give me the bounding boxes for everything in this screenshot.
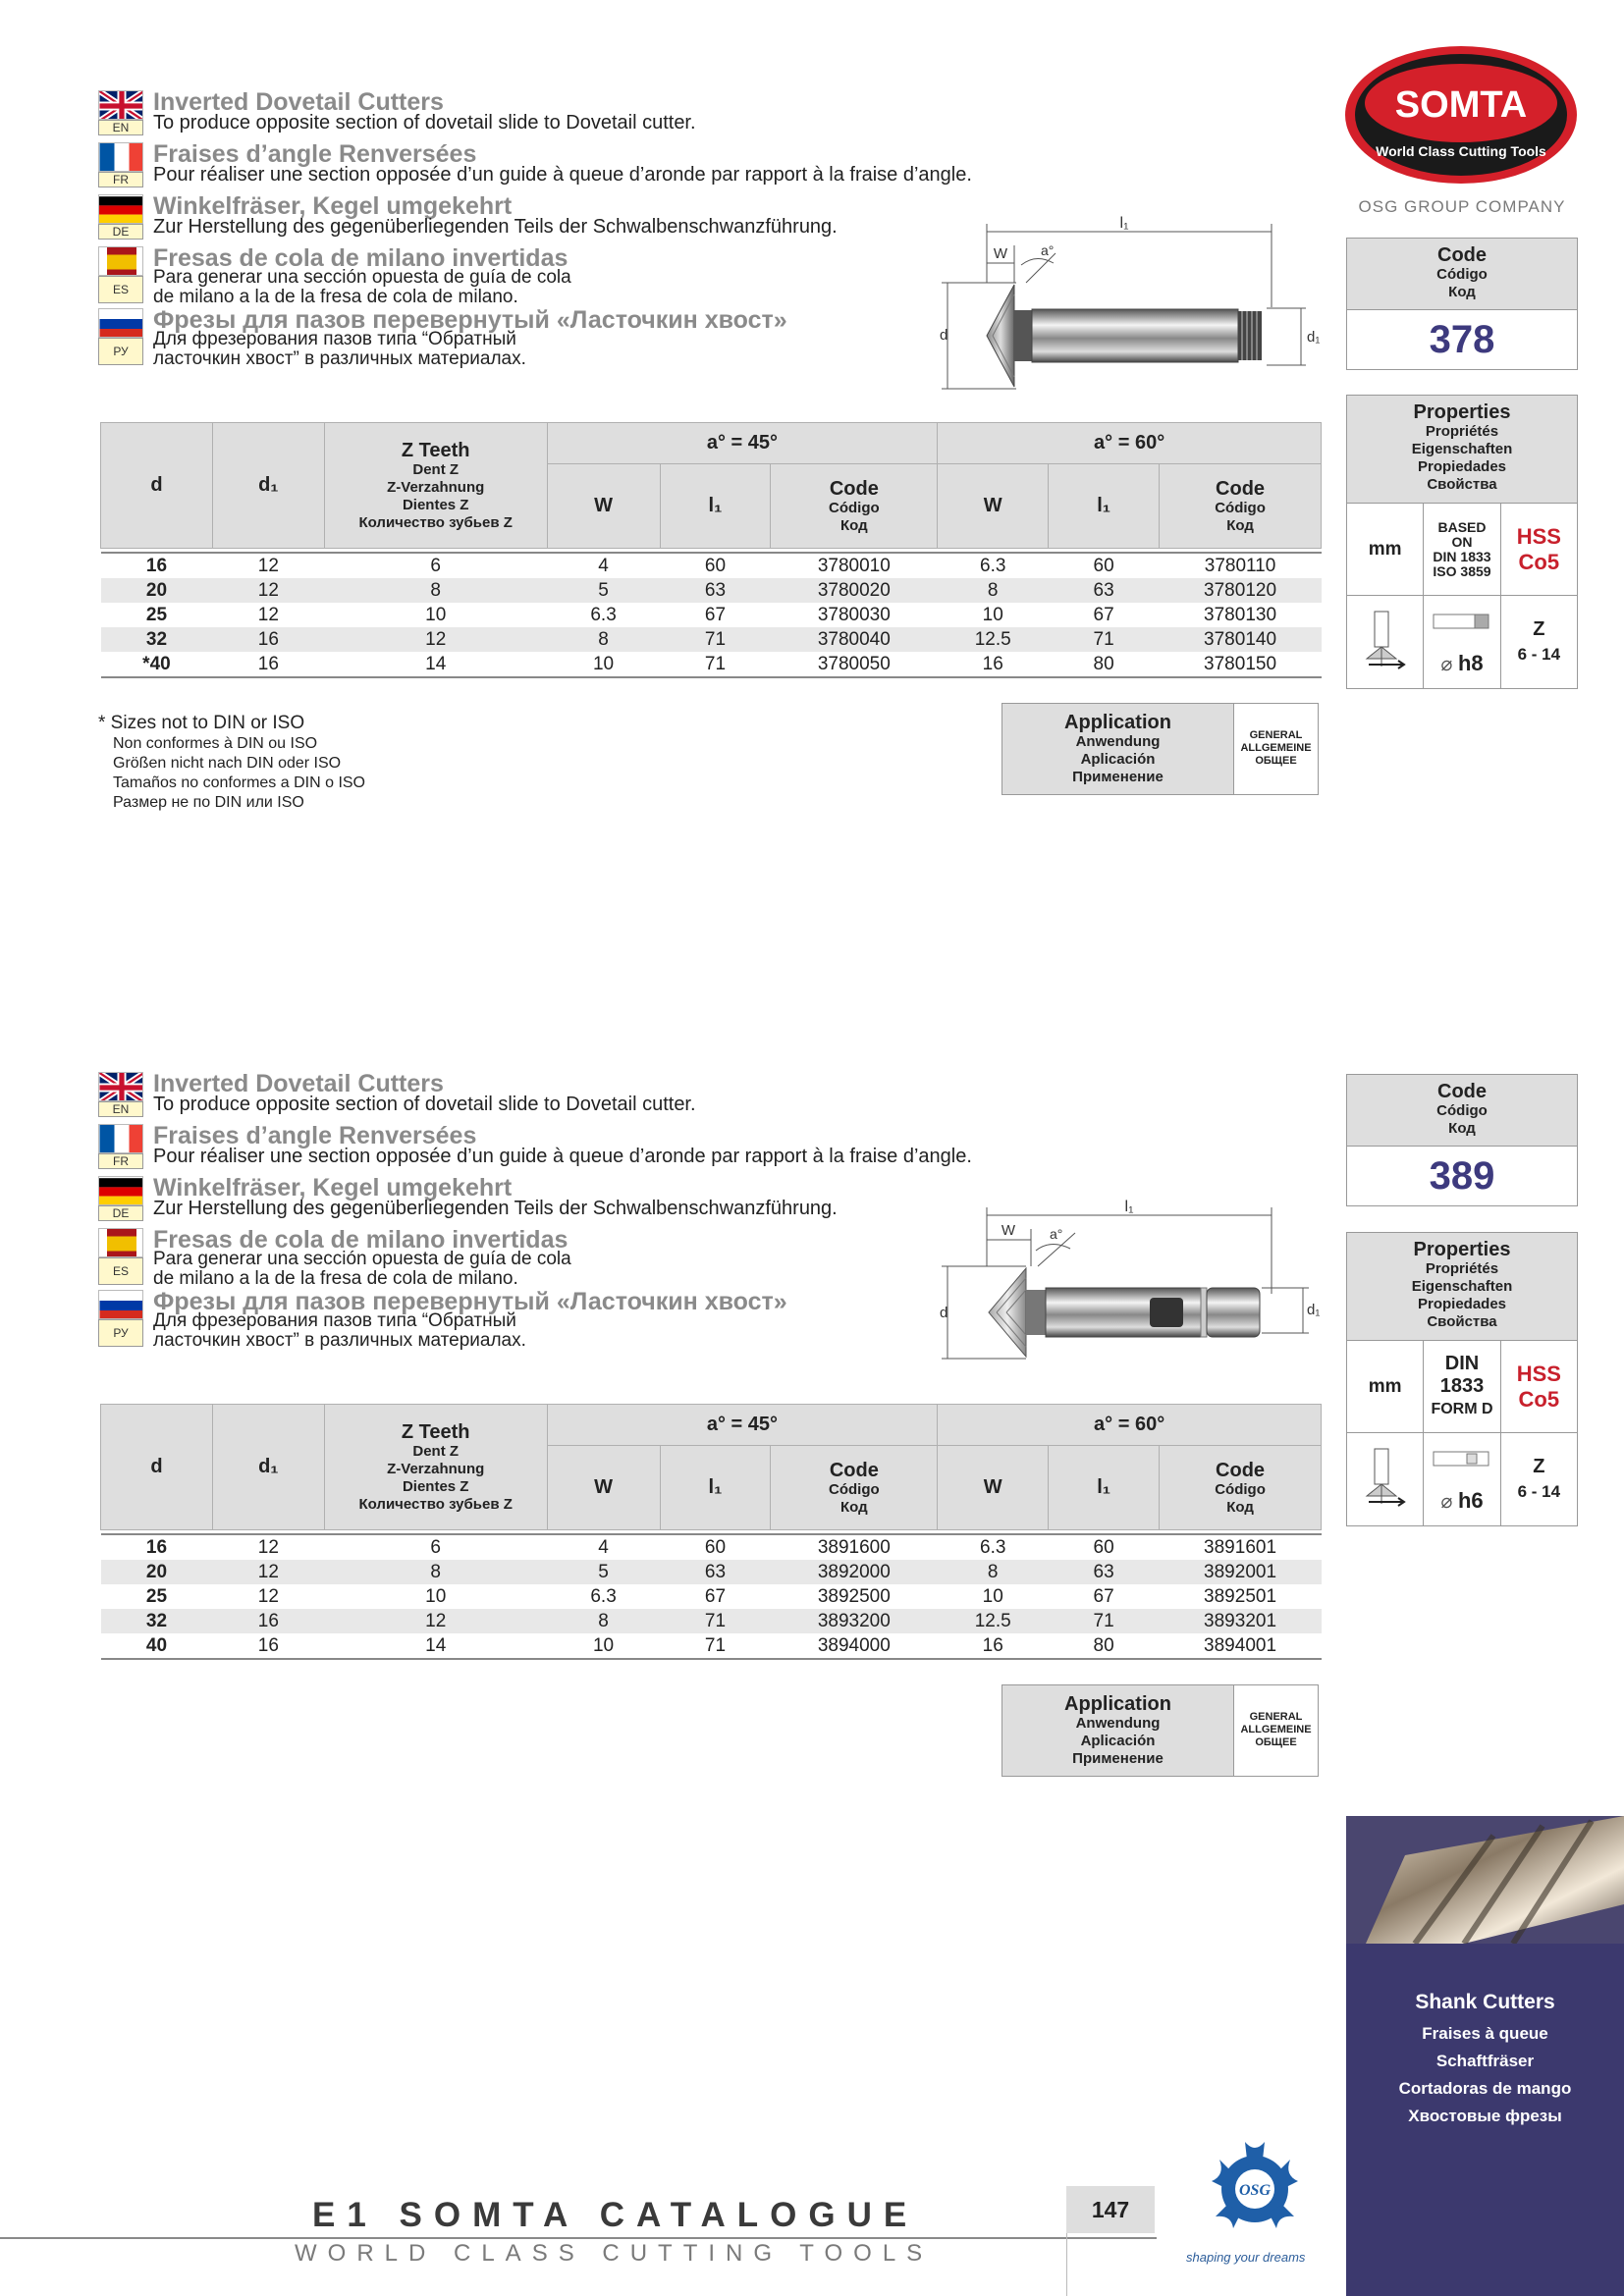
material: HSS Co5 xyxy=(1516,523,1561,574)
table-cell: 6.3 xyxy=(938,1534,1049,1560)
cutter-table-2: d d₁ Z Teeth Dent Z Z-Verzahnung Dientes Z Количество зубьев Z a° = 45° a° = 60° W l₁ Code Código Код W l₁ Code Código Код 16 12 6 4 60 3891600 6.3 60 3891601 20 12 8 5 63 3892000 8 63 3892001 25 12 10 6.3 67 3892500 10 67 3892501 32 16 12 8 71 3893200 12.5 71 3893201 40 16 14 10 71 3894000 16 80 3894001 xyxy=(100,1404,1322,1660)
table-cell: 71 xyxy=(660,652,771,677)
table-cell: 3780030 xyxy=(817,604,891,625)
col-l1-45: l₁ xyxy=(660,464,771,549)
table-cell: 16 xyxy=(101,1534,213,1560)
table-cell: 16 xyxy=(938,1633,1049,1659)
table-cell: 10 xyxy=(982,604,1003,625)
lang-code: РУ xyxy=(98,1319,143,1347)
lang-row-4 xyxy=(98,306,982,368)
table-cell: 12 xyxy=(212,1560,324,1584)
lang-desc: Zur Herstellung des gegenüberliegenden Teils der Schwalbenschwanzführung. xyxy=(153,1198,838,1219)
cutter-type-icon xyxy=(1347,596,1424,688)
uk-flag-icon xyxy=(98,90,143,120)
lang-row-4 xyxy=(98,1288,982,1350)
table-cell: 3780120 xyxy=(1160,578,1322,603)
table-cell: 5 xyxy=(547,578,660,603)
osg-logo xyxy=(1194,2140,1322,2248)
table-cell: 67 xyxy=(1093,1585,1114,1607)
table-cell: 12.5 xyxy=(938,1609,1049,1633)
table-cell: 25 xyxy=(145,604,168,625)
col-code-60: Code Código Код xyxy=(1160,464,1322,549)
lang-title: Фрезы для пазов перевернутый «Ласточкин хвост» xyxy=(153,306,787,334)
col-group-a60: a° = 60° xyxy=(938,423,1322,464)
table-cell: 40 xyxy=(101,1633,213,1659)
table-cell: 3780110 xyxy=(1160,553,1322,578)
code-number: 389 xyxy=(1429,1154,1495,1198)
lang-title: Fresas de cola de milano invertidas xyxy=(153,1226,568,1254)
table-cell: 3780040 xyxy=(771,627,938,652)
lang-desc: Pour réaliser une section opposée d’un guide à queue d’aronde par rapport à la fraise d’angle. xyxy=(153,164,972,186)
osg-mark: OSG xyxy=(1238,2182,1272,2199)
germany-flag-icon xyxy=(98,194,143,224)
uk-flag-icon xyxy=(98,1072,143,1101)
lang-code: FR xyxy=(98,1153,143,1169)
table-cell: 80 xyxy=(1049,652,1160,677)
osg-group-label: OSG GROUP COMPANY xyxy=(1358,197,1566,216)
table-cell: 8 xyxy=(324,1560,547,1584)
table-cell: 60 xyxy=(660,553,771,578)
cutter-type-icon xyxy=(1347,1433,1424,1525)
lang-desc: Pour réaliser une section opposée d’un guide à queue d’aronde par rapport à la fraise d’angle. xyxy=(153,1146,972,1167)
table-cell: 71 xyxy=(660,1609,771,1633)
table-cell: 20 xyxy=(101,578,213,603)
table-cell: 10 xyxy=(982,1585,1003,1607)
lang-desc: Zur Herstellung des gegenüberliegenden Teils der Schwalbenschwanzführung. xyxy=(153,216,838,238)
lang-title: Fraises d’angle Renversées xyxy=(153,1122,477,1149)
shank-tolerance: ⌀ h8 xyxy=(1424,596,1500,688)
lang-row-3 xyxy=(98,244,982,306)
table-cell: 63 xyxy=(660,1560,771,1584)
lang-code: ES xyxy=(98,276,143,303)
table-cell: 12 xyxy=(324,1609,547,1633)
table-cell: 12 xyxy=(212,553,324,578)
somta-logo xyxy=(1343,44,1579,191)
table-cell: 16 xyxy=(938,652,1049,677)
lang-title: Winkelfräser, Kegel umgekehrt xyxy=(153,192,513,220)
table-cell: 16 xyxy=(212,627,324,652)
table-cell: 3891600 xyxy=(771,1534,938,1560)
table-cell: 3892000 xyxy=(771,1560,938,1584)
lang-row-2 xyxy=(98,1174,982,1226)
svg-text:d₁: d₁ xyxy=(1307,1302,1321,1318)
cutter-drawing-2 xyxy=(928,1196,1321,1362)
table-cell: 8 xyxy=(324,578,547,603)
code-box-2: Code Código Код 389 xyxy=(1346,1074,1578,1206)
lang-desc: de milano a la de la fresa de cola de milano. xyxy=(153,1268,518,1289)
table-cell: 14 xyxy=(324,1633,547,1659)
lang-title: Fresas de cola de milano invertidas xyxy=(153,244,568,272)
col-z-teeth: Z Teeth Dent Z Z-Verzahnung Dientes Z Количество зубьев Z xyxy=(324,423,547,549)
table-cell: 71 xyxy=(660,1633,771,1659)
lang-code: РУ xyxy=(98,338,143,365)
language-headers-1 xyxy=(98,88,982,368)
france-flag-icon xyxy=(98,142,143,172)
table-cell: 5 xyxy=(547,1560,660,1584)
table-cell: 6 xyxy=(324,1534,547,1560)
svg-text:a°: a° xyxy=(1050,1226,1063,1242)
table-cell: 71 xyxy=(660,627,771,652)
col-d1: d₁ xyxy=(212,423,324,549)
table-cell: 10 xyxy=(547,652,660,677)
lang-code: FR xyxy=(98,172,143,187)
shank-cutter-image xyxy=(1346,1816,1624,1944)
lang-title: Inverted Dovetail Cutters xyxy=(153,1070,444,1097)
table-cell: 16 xyxy=(212,1609,324,1633)
standard: DIN 1833 FORM D xyxy=(1431,1353,1493,1417)
table-cell: 8 xyxy=(547,1609,660,1633)
shank-tolerance: ⌀ h6 xyxy=(1424,1433,1500,1525)
lang-code: DE xyxy=(98,224,143,240)
lang-desc: To produce opposite section of dovetail slide to Dovetail cutter. xyxy=(153,1094,696,1115)
catalogue-title: E1 SOMTA CATALOGUE xyxy=(312,2196,919,2234)
lang-row-0 xyxy=(98,1070,982,1122)
table-row xyxy=(101,1609,1322,1633)
lang-desc: Para generar una sección opuesta de guía de cola xyxy=(153,1249,571,1269)
table-cell: 8 xyxy=(938,1560,1049,1584)
table-cell: 16 xyxy=(101,553,213,578)
table-row xyxy=(101,1584,1322,1609)
cutter-table-1 xyxy=(100,422,1322,678)
table-cell: 10 xyxy=(425,604,447,625)
table-cell: 12 xyxy=(257,1585,279,1607)
a-label: a° xyxy=(1041,242,1055,258)
d1-label: d₁ xyxy=(1307,329,1321,346)
table-cell: 3780140 xyxy=(1160,627,1322,652)
table-cell: 3780050 xyxy=(771,652,938,677)
table-row xyxy=(101,1560,1322,1584)
properties-box-1: Properties Propriétés Eigenschaften Propiedades Свойства mm BASED ON DIN 1833 ISO 3859 HSS Co5 ⌀ h8 Z 6 - 14 xyxy=(1346,395,1578,689)
application-box-1: Application Anwendung Aplicación Применение GENERAL ALLGEMEINE ОБЩЕЕ xyxy=(1001,703,1319,795)
col-w-60: W xyxy=(938,464,1049,549)
table-cell: 3780010 xyxy=(771,553,938,578)
footnote: * Sizes not to DIN or ISO Non conformes à DIN ou ISO Größen nicht nach DIN oder ISO Tamaños no conformes a DIN o ISO Размер не по DIN или ISO xyxy=(98,713,365,811)
table-cell: 71 xyxy=(1049,627,1160,652)
standard: BASED ON DIN 1833 ISO 3859 xyxy=(1433,518,1491,579)
page-divider xyxy=(1066,2233,1067,2296)
col-group-a45: a° = 45° xyxy=(547,423,938,464)
table-cell: 63 xyxy=(1049,1560,1160,1584)
table-row xyxy=(101,603,1322,627)
table-cell: 3893200 xyxy=(771,1609,938,1633)
table-row xyxy=(101,553,1322,578)
lang-title: Winkelfräser, Kegel umgekehrt xyxy=(153,1174,513,1201)
lang-desc: ласточкин хвост” в различных материалах. xyxy=(153,1330,526,1351)
lang-row-2 xyxy=(98,192,982,244)
table-cell: 6 xyxy=(324,553,547,578)
lang-title: Фрезы для пазов перевернутый «Ласточкин хвост» xyxy=(153,1288,787,1315)
osg-tagline: shaping your dreams xyxy=(1186,2250,1306,2265)
table-cell: 63 xyxy=(1049,578,1160,603)
somta-tagline: World Class Cutting Tools xyxy=(1376,143,1546,159)
cutter-drawing-1 xyxy=(928,214,1321,396)
table-cell: 8 xyxy=(938,578,1049,603)
table-cell: 8 xyxy=(547,627,660,652)
table-row xyxy=(101,1633,1322,1659)
lang-code: EN xyxy=(98,120,143,135)
table-cell: 3780150 xyxy=(1160,652,1322,677)
col-d: d xyxy=(101,423,213,549)
code-number: 378 xyxy=(1429,318,1495,361)
lang-title: Fraises d’angle Renversées xyxy=(153,140,477,168)
table-row xyxy=(101,1534,1322,1560)
code-box-1: Code Código Код 378 xyxy=(1346,238,1578,370)
lang-row-3 xyxy=(98,1226,982,1288)
table-cell: 3892500 xyxy=(817,1585,891,1607)
germany-flag-icon xyxy=(98,1176,143,1205)
table-cell: 12 xyxy=(212,578,324,603)
lang-desc: ласточкин хвост” в различных материалах. xyxy=(153,348,526,369)
page-number: 147 xyxy=(1066,2186,1155,2233)
table-cell: 6.3 xyxy=(590,604,617,625)
svg-text:d: d xyxy=(940,1305,948,1321)
lang-title: Inverted Dovetail Cutters xyxy=(153,88,444,116)
lang-code: EN xyxy=(98,1101,143,1117)
spain-flag-icon xyxy=(98,246,143,276)
table-cell: 12.5 xyxy=(938,627,1049,652)
table-cell: 3780130 xyxy=(1204,604,1277,625)
table-cell: *40 xyxy=(101,652,213,677)
catalogue-subtitle: WORLD CLASS CUTTING TOOLS xyxy=(295,2240,934,2267)
lang-row-0 xyxy=(98,88,982,140)
table-cell: 10 xyxy=(425,1585,447,1607)
table-cell: 32 xyxy=(101,627,213,652)
lang-desc: Для фрезерования пазов типа “Обратный xyxy=(153,1310,516,1331)
table-cell: 3893201 xyxy=(1160,1609,1322,1633)
language-headers-2 xyxy=(98,1070,982,1350)
d-label: d xyxy=(940,327,948,344)
table-cell: 3894000 xyxy=(771,1633,938,1659)
table-cell: 63 xyxy=(660,578,771,603)
lang-desc: Para generar una sección opuesta de guía de cola xyxy=(153,267,571,288)
footer-rule xyxy=(0,2237,1157,2239)
table-cell: 20 xyxy=(101,1560,213,1584)
lang-code: ES xyxy=(98,1257,143,1285)
table-cell: 67 xyxy=(1093,604,1114,625)
application-box-2: Application Anwendung Aplicación Применение GENERAL ALLGEMEINE ОБЩЕЕ xyxy=(1001,1684,1319,1777)
table-cell: 4 xyxy=(547,553,660,578)
table-cell: 16 xyxy=(212,1633,324,1659)
table-cell: 25 xyxy=(145,1585,168,1607)
lang-desc: Для фрезерования пазов типа “Обратный xyxy=(153,329,516,349)
lang-code: DE xyxy=(98,1205,143,1221)
table-cell: 10 xyxy=(547,1633,660,1659)
spain-flag-icon xyxy=(98,1228,143,1257)
russia-flag-icon xyxy=(98,1290,143,1319)
lang-desc: de milano a la de la fresa de cola de milano. xyxy=(153,287,518,307)
lang-row-1 xyxy=(98,140,982,192)
russia-flag-icon xyxy=(98,308,143,338)
shank-cutters-panel: Shank Cutters Fraises à queue Schaftfräser Cortadoras de mango Хвостовые фрезы xyxy=(1346,1944,1624,2296)
table-cell: 14 xyxy=(324,652,547,677)
lang-desc: To produce opposite section of dovetail slide to Dovetail cutter. xyxy=(153,112,696,133)
svg-text:l₁: l₁ xyxy=(1124,1199,1134,1215)
col-code-45: Code Código Код xyxy=(771,464,938,549)
lang-row-1 xyxy=(98,1122,982,1174)
table-cell: 3894001 xyxy=(1160,1633,1322,1659)
table-cell: 60 xyxy=(660,1534,771,1560)
table-cell: 6.3 xyxy=(590,1585,617,1607)
table-cell: 71 xyxy=(1049,1609,1160,1633)
table-cell: 4 xyxy=(547,1534,660,1560)
table-cell: 12 xyxy=(212,1534,324,1560)
table-cell: 3891601 xyxy=(1160,1534,1322,1560)
table-cell: 67 xyxy=(704,1585,727,1607)
unit-mm: mm xyxy=(1368,538,1402,560)
svg-text:W: W xyxy=(1001,1222,1016,1239)
table-row xyxy=(101,652,1322,677)
col-l1-60: l₁ xyxy=(1049,464,1160,549)
table-cell: 60 xyxy=(1049,1534,1160,1560)
somta-brand: SOMTA xyxy=(1394,84,1528,126)
table-cell: 12 xyxy=(257,604,279,625)
l1-label: l₁ xyxy=(1119,215,1129,232)
france-flag-icon xyxy=(98,1124,143,1153)
properties-box-2: Properties Propriétés Eigenschaften Propiedades Свойства mm DIN 1833 FORM D HSS Co5 ⌀ h6 Z 6 - 14 xyxy=(1346,1232,1578,1526)
table-row xyxy=(101,578,1322,603)
table-cell: 6.3 xyxy=(938,553,1049,578)
table-cell: 3892001 xyxy=(1160,1560,1322,1584)
table-cell: 60 xyxy=(1049,553,1160,578)
w-label: W xyxy=(993,245,1008,262)
table-cell: 80 xyxy=(1049,1633,1160,1659)
table-cell: 16 xyxy=(212,652,324,677)
table-cell: 3780020 xyxy=(771,578,938,603)
table-cell: 3892501 xyxy=(1204,1585,1277,1607)
table-row xyxy=(101,627,1322,652)
table-cell: 12 xyxy=(324,627,547,652)
col-w-45: W xyxy=(547,464,660,549)
table-cell: 32 xyxy=(101,1609,213,1633)
table-cell: 67 xyxy=(704,604,727,625)
